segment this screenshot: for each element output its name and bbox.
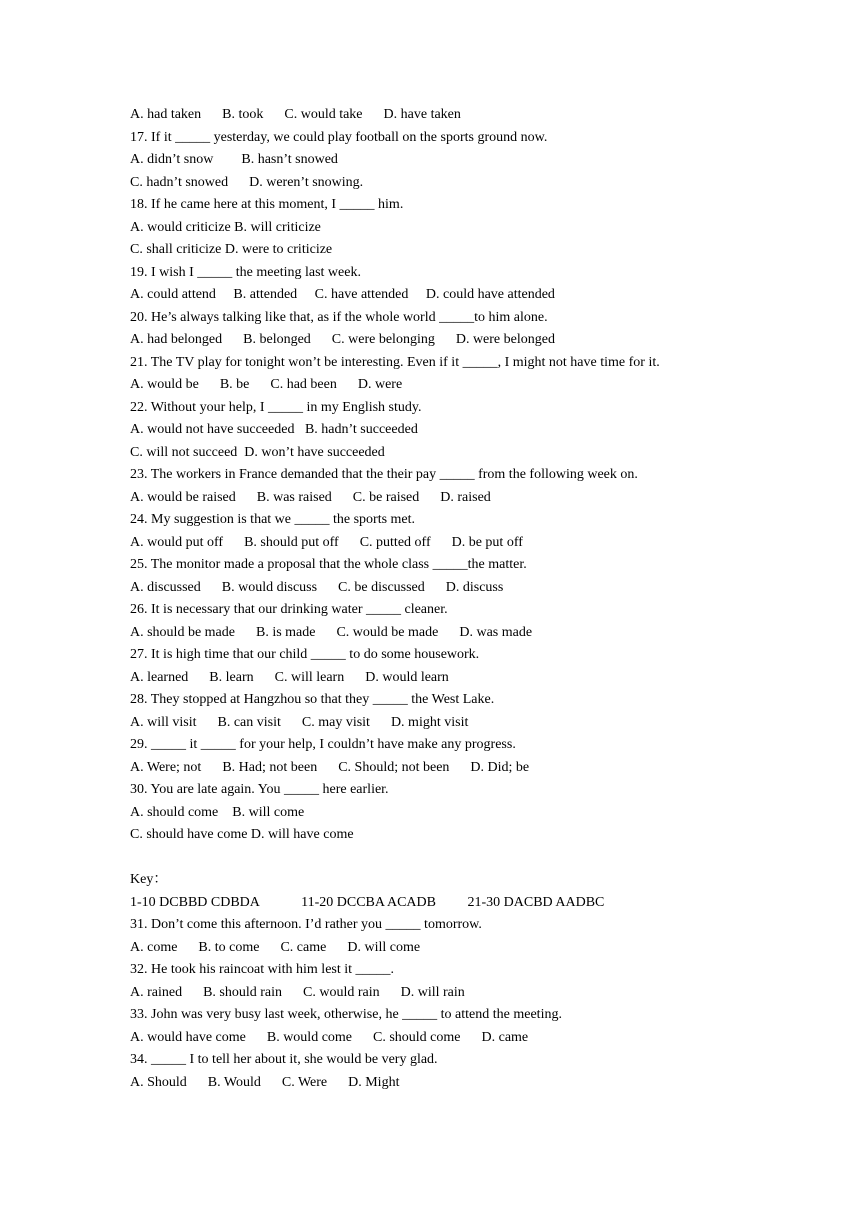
text-line: A. would have come B. would come C. should come D. came [130, 1029, 529, 1045]
text-line: 22. Without your help, I _____ in my English study. [130, 399, 422, 415]
text-line: 18. If he came here at this moment, I _____ him. [130, 197, 404, 212]
text-line: A. should come B. will come [130, 804, 305, 820]
key-and-questions-31-34 [130, 869, 830, 1094]
text-line: 29. _____ it _____ for your help, I couldn’t have make any progress. [130, 737, 516, 752]
questions-16-30 [130, 104, 830, 847]
text-line: A. would put off B. should put off C. putted off D. be put off [130, 534, 523, 550]
text-line: A. learned B. learn C. will learn D. would learn [130, 669, 449, 685]
text-line: Key： [130, 872, 168, 887]
text-line: A. would criticize B. will criticize [130, 219, 321, 235]
blank-line [130, 847, 830, 870]
text-line: C. should have come D. will have come [130, 827, 354, 842]
text-line: C. hadn’t snowed D. weren’t snowing. [130, 174, 364, 190]
text-line: 1-10 DCBBD CDBDA 11-20 DCCBA ACADB 21-30 DACBD AADBC [130, 894, 605, 910]
text-line: A. didn’t snow B. hasn’t snowed [130, 152, 338, 167]
text-line: 34. _____ I to tell her about it, she would be very glad. [130, 1052, 438, 1067]
text-line: 30. You are late again. You _____ here earlier. [130, 782, 389, 797]
text-line: 33. John was very busy last week, otherwise, he _____ to attend the meeting. [130, 1007, 562, 1022]
text-line: A. would be raised B. was raised C. be raised D. raised [130, 489, 491, 505]
text-line: A. come B. to come C. came D. will come [130, 939, 421, 955]
text-line: A. discussed B. would discuss C. be discussed D. discuss [130, 579, 504, 595]
document-page [130, 104, 830, 1094]
text-line: 17. If it _____ yesterday, we could play football on the sports ground now. [130, 129, 548, 145]
text-line: A. will visit B. can visit C. may visit D. might visit [130, 714, 469, 730]
text-line: C. will not succeed D. won’t have succeeded [130, 444, 385, 460]
text-line: 31. Don’t come this afternoon. I’d rather you _____ tomorrow. [130, 917, 482, 932]
text-line: A. should be made B. is made C. would be made D. was made [130, 624, 533, 640]
text-line: A. would not have succeeded B. hadn’t succeeded [130, 422, 418, 437]
text-line: 24. My suggestion is that we _____ the sports met. [130, 512, 416, 527]
text-line: A. had belonged B. belonged C. were belonging D. were belonged [130, 332, 555, 347]
text-line: 32. He took his raincoat with him lest it _____. [130, 962, 395, 977]
text-line: 28. They stopped at Hangzhou so that they _____ the West Lake. [130, 692, 495, 707]
text-line: 19. I wish I _____ the meeting last week. [130, 264, 361, 280]
text-line: A. would be B. be C. had been D. were [130, 377, 403, 392]
text-line: C. shall criticize D. were to criticize [130, 242, 333, 257]
text-line: A. Were; not B. Had; not been C. Should; not been D. Did; be [130, 759, 530, 775]
text-line: 21. The TV play for tonight won’t be interesting. Even if it _____, I might not have time for it. [130, 354, 660, 370]
text-line: 25. The monitor made a proposal that the whole class _____the matter. [130, 557, 527, 572]
text-line: A. rained B. should rain C. would rain D. will rain [130, 984, 465, 1000]
text-line: 27. It is high time that our child _____ to do some housework. [130, 647, 480, 662]
text-line: A. Should B. Would C. Were D. Might [130, 1074, 400, 1090]
text-line: 20. He’s always talking like that, as if the whole world _____to him alone. [130, 309, 548, 325]
text-line: A. could attend B. attended C. have attended D. could have attended [130, 287, 555, 302]
text-line: 26. It is necessary that our drinking water _____ cleaner. [130, 602, 448, 617]
text-line: A. had taken B. took C. would take D. have taken [130, 107, 461, 122]
text-line: 23. The workers in France demanded that the their pay _____ from the following week on. [130, 467, 638, 482]
